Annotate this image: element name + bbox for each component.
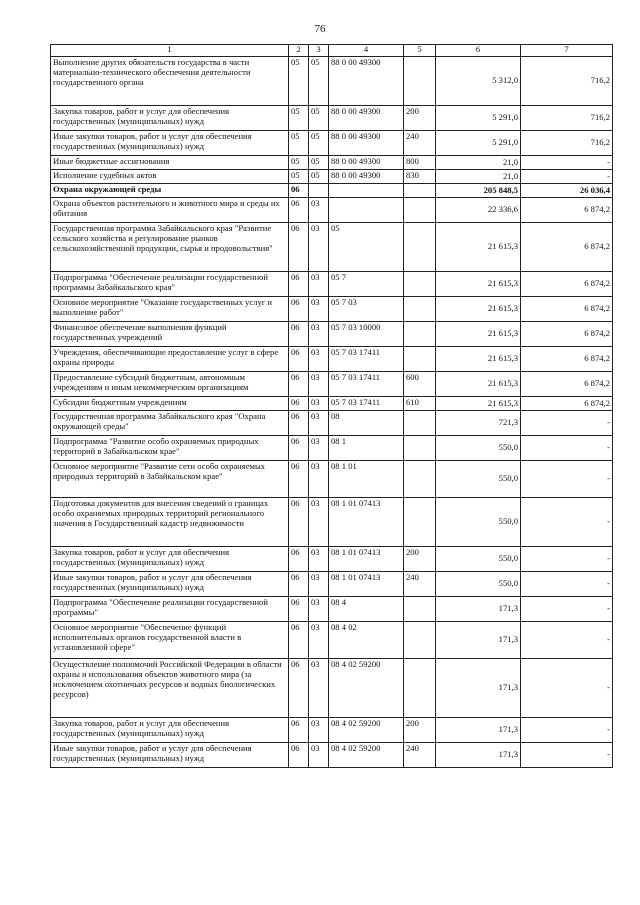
cell-subsection: 03 [309, 659, 329, 718]
cell-name: Предоставление субсидий бюджетным, автономным учреждениям и иным некоммерческим организациям [51, 372, 289, 397]
cell-amount: 171,3 [436, 622, 521, 659]
cell-amount-federal: 6 874,2 [521, 272, 613, 297]
cell-amount: 22 336,6 [436, 198, 521, 223]
cell-amount: 171,3 [436, 597, 521, 622]
cell-section: 06 [289, 498, 309, 547]
table-row [51, 170, 613, 184]
cell-amount: 21 615,3 [436, 223, 521, 272]
cell-section: 06 [289, 436, 309, 461]
cell-subsection: 03 [309, 547, 329, 572]
cell-expense-type [404, 622, 436, 659]
cell-expense-type: 200 [404, 547, 436, 572]
cell-target-article: 08 4 02 59200 [329, 718, 404, 743]
cell-target-article [329, 184, 404, 198]
cell-amount: 550,0 [436, 547, 521, 572]
cell-section: 06 [289, 198, 309, 223]
table-header-row [51, 45, 613, 57]
cell-amount: 550,0 [436, 461, 521, 498]
cell-section: 05 [289, 170, 309, 184]
cell-target-article: 05 [329, 223, 404, 272]
cell-amount-federal: 716,2 [521, 57, 613, 106]
cell-amount: 5 312,0 [436, 57, 521, 106]
table-row [51, 57, 613, 106]
cell-amount: 171,3 [436, 743, 521, 768]
cell-target-article: 88 0 00 49300 [329, 156, 404, 170]
cell-name: Подготовка документов для внесения сведений о границах особо охраняемых природных территорий регионального значения в Государственный кадастр недвижимости [51, 498, 289, 547]
cell-subsection: 03 [309, 272, 329, 297]
cell-amount-federal: - [521, 743, 613, 768]
cell-expense-type [404, 597, 436, 622]
table-row [51, 622, 613, 659]
cell-expense-type: 610 [404, 397, 436, 411]
cell-amount: 21,0 [436, 156, 521, 170]
cell-amount: 21 615,3 [436, 372, 521, 397]
cell-expense-type [404, 498, 436, 547]
cell-amount-federal: - [521, 597, 613, 622]
cell-section: 06 [289, 184, 309, 198]
cell-name: Закупка товаров, работ и услуг для обеспечения государственных (муниципальных) нужд [51, 547, 289, 572]
cell-subsection: 03 [309, 743, 329, 768]
cell-section: 06 [289, 347, 309, 372]
cell-amount-federal: - [521, 156, 613, 170]
table-row [51, 718, 613, 743]
cell-name: Исполнение судебных актов [51, 170, 289, 184]
cell-name: Подпрограмма "Обеспечение реализации государственной программы Забайкальского края" [51, 272, 289, 297]
cell-target-article: 08 4 02 [329, 622, 404, 659]
cell-target-article: 88 0 00 49300 [329, 106, 404, 131]
cell-target-article: 05 7 03 17411 [329, 372, 404, 397]
table-row [51, 184, 613, 198]
cell-subsection: 03 [309, 297, 329, 322]
cell-target-article: 08 [329, 411, 404, 436]
cell-expense-type: 240 [404, 131, 436, 156]
table-row [51, 411, 613, 436]
cell-amount-federal: 716,2 [521, 131, 613, 156]
cell-amount: 21 615,3 [436, 272, 521, 297]
cell-section: 06 [289, 411, 309, 436]
cell-subsection: 03 [309, 372, 329, 397]
cell-expense-type: 200 [404, 106, 436, 131]
table-row [51, 498, 613, 547]
cell-subsection: 03 [309, 347, 329, 372]
cell-amount: 550,0 [436, 498, 521, 547]
table-row [51, 547, 613, 572]
cell-name: Иные закупки товаров, работ и услуг для обеспечения государственных (муниципальных) нужд [51, 572, 289, 597]
cell-amount: 21 615,3 [436, 397, 521, 411]
cell-section: 05 [289, 156, 309, 170]
column-header: 6 [436, 45, 521, 57]
cell-section: 06 [289, 572, 309, 597]
cell-amount-federal: - [521, 659, 613, 718]
cell-section: 06 [289, 743, 309, 768]
cell-name: Государственная программа Забайкальского края "Развитие сельского хозяйства и регулирование рынков сельскохозяйственной продукции, сырья и продовольствия" [51, 223, 289, 272]
table-row [51, 436, 613, 461]
column-header: 1 [51, 45, 289, 57]
table-row [51, 397, 613, 411]
cell-amount-federal: 6 874,2 [521, 347, 613, 372]
cell-name: Осуществление полномочий Российской Федерации в области охраны и использования объектов животного мира (за исключением охотничьих ресурсов и водных биологических ресурсов) [51, 659, 289, 718]
cell-expense-type: 240 [404, 743, 436, 768]
cell-subsection: 05 [309, 131, 329, 156]
table-row [51, 372, 613, 397]
cell-amount-federal: - [521, 436, 613, 461]
cell-name: Учреждения, обеспечивающие предоставление услуг в сфере охраны природы [51, 347, 289, 372]
cell-amount: 21 615,3 [436, 347, 521, 372]
cell-amount-federal: - [521, 498, 613, 547]
cell-target-article: 05 7 [329, 272, 404, 297]
cell-name: Основное мероприятие "Оказание государственных услуг и выполнение работ" [51, 297, 289, 322]
cell-amount: 21,0 [436, 170, 521, 184]
cell-name: Субсидии бюджетным учреждениям [51, 397, 289, 411]
cell-subsection: 03 [309, 436, 329, 461]
budget-table [50, 44, 613, 768]
column-header: 3 [309, 45, 329, 57]
cell-amount-federal: - [521, 170, 613, 184]
cell-name: Основное мероприятие "Обеспечение функций исполнительных органов государственной власти в установленной сфере" [51, 622, 289, 659]
cell-expense-type [404, 347, 436, 372]
cell-target-article: 08 4 [329, 597, 404, 622]
cell-amount-federal: 6 874,2 [521, 198, 613, 223]
cell-name: Финансовое обеспечение выполнения функций государственных учреждений [51, 322, 289, 347]
table-row [51, 297, 613, 322]
cell-subsection: 05 [309, 57, 329, 106]
cell-subsection: 05 [309, 156, 329, 170]
cell-target-article: 88 0 00 49300 [329, 131, 404, 156]
cell-subsection: 03 [309, 498, 329, 547]
cell-section: 06 [289, 397, 309, 411]
table-row [51, 743, 613, 768]
cell-section: 05 [289, 106, 309, 131]
table-row [51, 198, 613, 223]
cell-subsection: 03 [309, 397, 329, 411]
cell-name: Закупка товаров, работ и услуг для обеспечения государственных (муниципальных) нужд [51, 106, 289, 131]
cell-expense-type [404, 57, 436, 106]
cell-subsection: 05 [309, 170, 329, 184]
cell-expense-type [404, 297, 436, 322]
column-header: 5 [404, 45, 436, 57]
cell-target-article: 05 7 03 17411 [329, 347, 404, 372]
cell-expense-type [404, 223, 436, 272]
cell-subsection: 03 [309, 622, 329, 659]
cell-amount-federal: 6 874,2 [521, 397, 613, 411]
table-row [51, 347, 613, 372]
cell-expense-type: 200 [404, 718, 436, 743]
cell-name: Охрана объектов растительного и животного мира и среды их обитания [51, 198, 289, 223]
table-row [51, 106, 613, 131]
cell-name: Охрана окружающей среды [51, 184, 289, 198]
cell-subsection: 03 [309, 597, 329, 622]
cell-amount: 721,3 [436, 411, 521, 436]
cell-expense-type [404, 198, 436, 223]
cell-target-article: 08 1 01 07413 [329, 572, 404, 597]
cell-subsection: 03 [309, 461, 329, 498]
cell-expense-type [404, 322, 436, 347]
cell-subsection: 03 [309, 198, 329, 223]
column-header: 7 [521, 45, 613, 57]
page-number: 76 [314, 23, 326, 35]
cell-target-article: 05 7 03 10000 [329, 322, 404, 347]
cell-subsection: 03 [309, 572, 329, 597]
cell-amount-federal: 6 874,2 [521, 322, 613, 347]
cell-amount: 171,3 [436, 659, 521, 718]
cell-amount-federal: - [521, 572, 613, 597]
cell-target-article: 08 1 [329, 436, 404, 461]
cell-subsection [309, 184, 329, 198]
cell-section: 06 [289, 622, 309, 659]
cell-name: Подпрограмма "Обеспечение реализации государственной программы" [51, 597, 289, 622]
table-row [51, 223, 613, 272]
cell-section: 06 [289, 718, 309, 743]
cell-expense-type: 830 [404, 170, 436, 184]
cell-amount: 5 291,0 [436, 131, 521, 156]
cell-target-article: 08 1 01 07413 [329, 547, 404, 572]
cell-expense-type: 600 [404, 372, 436, 397]
table-row [51, 572, 613, 597]
cell-section: 06 [289, 322, 309, 347]
cell-amount-federal: 6 874,2 [521, 223, 613, 272]
cell-subsection: 03 [309, 223, 329, 272]
cell-amount: 205 848,5 [436, 184, 521, 198]
cell-amount: 550,0 [436, 572, 521, 597]
cell-subsection: 03 [309, 322, 329, 347]
cell-name: Подпрограмма "Развитие особо охраняемых природных территорий в Забайкальском крае" [51, 436, 289, 461]
cell-name: Основное мероприятие "Развитие сети особо охраняемых природных территорий в Забайкальском крае" [51, 461, 289, 498]
cell-amount-federal: - [521, 718, 613, 743]
cell-expense-type [404, 659, 436, 718]
cell-expense-type: 240 [404, 572, 436, 597]
cell-section: 06 [289, 272, 309, 297]
cell-expense-type: 800 [404, 156, 436, 170]
cell-amount-federal: - [521, 547, 613, 572]
cell-section: 06 [289, 547, 309, 572]
cell-expense-type [404, 436, 436, 461]
cell-expense-type [404, 461, 436, 498]
cell-section: 05 [289, 57, 309, 106]
column-header: 4 [329, 45, 404, 57]
cell-amount-federal: 6 874,2 [521, 372, 613, 397]
cell-section: 06 [289, 597, 309, 622]
cell-subsection: 03 [309, 718, 329, 743]
cell-amount-federal: - [521, 622, 613, 659]
cell-amount-federal: 716,2 [521, 106, 613, 131]
cell-section: 06 [289, 659, 309, 718]
cell-target-article [329, 198, 404, 223]
cell-section: 06 [289, 297, 309, 322]
cell-amount-federal: 6 874,2 [521, 297, 613, 322]
cell-section: 06 [289, 223, 309, 272]
cell-name: Иные бюджетные ассигнования [51, 156, 289, 170]
cell-expense-type [404, 184, 436, 198]
cell-section: 05 [289, 131, 309, 156]
table-row [51, 461, 613, 498]
cell-expense-type [404, 411, 436, 436]
cell-target-article: 88 0 00 49300 [329, 170, 404, 184]
cell-target-article: 05 7 03 17411 [329, 397, 404, 411]
cell-subsection: 03 [309, 411, 329, 436]
cell-target-article: 08 4 02 59200 [329, 743, 404, 768]
table-row [51, 131, 613, 156]
cell-target-article: 08 4 02 59200 [329, 659, 404, 718]
table-row [51, 597, 613, 622]
cell-amount: 21 615,3 [436, 322, 521, 347]
cell-expense-type [404, 272, 436, 297]
column-header: 2 [289, 45, 309, 57]
cell-section: 06 [289, 372, 309, 397]
cell-amount: 21 615,3 [436, 297, 521, 322]
cell-name: Закупка товаров, работ и услуг для обеспечения государственных (муниципальных) нужд [51, 718, 289, 743]
cell-amount-federal: 26 036,4 [521, 184, 613, 198]
cell-name: Выполнение других обязательств государства в части материально-технического обеспечения деятельности государственного органа [51, 57, 289, 106]
cell-target-article: 08 1 01 [329, 461, 404, 498]
table-row [51, 659, 613, 718]
cell-amount-federal: - [521, 461, 613, 498]
cell-target-article: 88 0 00 49300 [329, 57, 404, 106]
cell-section: 06 [289, 461, 309, 498]
cell-amount: 5 291,0 [436, 106, 521, 131]
cell-target-article: 08 1 01 07413 [329, 498, 404, 547]
cell-amount: 550,0 [436, 436, 521, 461]
cell-target-article: 05 7 03 [329, 297, 404, 322]
table-row [51, 156, 613, 170]
cell-amount: 171,3 [436, 718, 521, 743]
table-row [51, 272, 613, 297]
table-row [51, 322, 613, 347]
cell-name: Иные закупки товаров, работ и услуг для обеспечения государственных (муниципальных) нужд [51, 131, 289, 156]
cell-amount-federal: - [521, 411, 613, 436]
cell-subsection: 05 [309, 106, 329, 131]
cell-name: Иные закупки товаров, работ и услуг для обеспечения государственных (муниципальных) нужд [51, 743, 289, 768]
cell-name: Государственная программа Забайкальского края "Охрана окружающей среды" [51, 411, 289, 436]
